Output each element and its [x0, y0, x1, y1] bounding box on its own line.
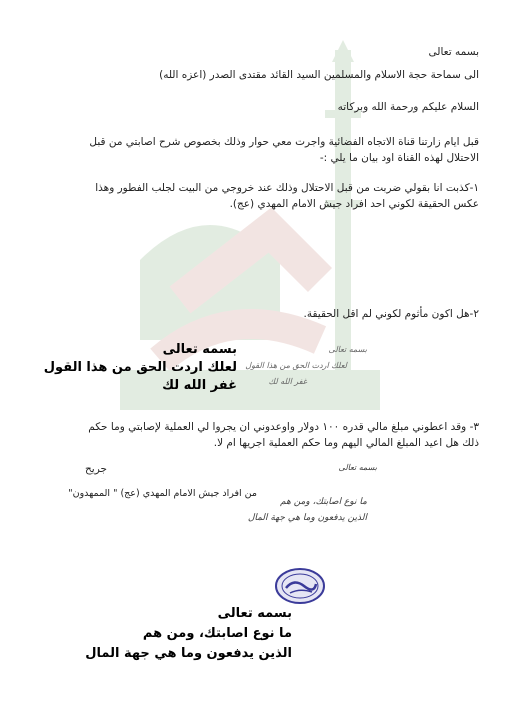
- reply-2-line-1: بسمه تعالى: [217, 606, 292, 621]
- handwritten-note-2-line-3: الذين يدفعون وما هي جهة المال: [247, 513, 367, 523]
- point-1-line-1: ١-كذبت انا بقولي ضربت من قبل الاحتلال وذلك عند خروجي من البيت لجلب الفطور وهذا: [95, 182, 479, 194]
- official-stamp-icon: [274, 566, 326, 606]
- reply-1-line-2: لعلك اردت الحق من هذا القول: [43, 360, 237, 375]
- point-3-line-1: ٣- وقد اعطوني مبلغ مالي قدره ١٠٠ دولار واوعدوني ان يجروا لي العملية لإصابتي وما حكم: [88, 421, 479, 433]
- handwritten-note-1-line-2: لعلك اردت الحق من هذا القول: [245, 361, 347, 370]
- reply-1-line-1: بسمه تعالى: [162, 342, 237, 357]
- handwritten-note-1-line-3: غفر الله لك: [268, 377, 307, 386]
- point-3-line-2: ذلك هل اعيد المبلغ المالي اليهم وما حكم العملية اجريها ام لا.: [213, 437, 479, 449]
- reply-1-line-3: غفر الله لك: [162, 378, 237, 393]
- signer-status: جريح: [85, 463, 107, 475]
- point-2: ٢-هل اكون مأثوم لكوني لم اقل الحقيقة.: [303, 308, 479, 320]
- signer-affiliation: من افراد جيش الامام المهدي (عج) " الممهدون": [68, 488, 257, 499]
- reply-2-line-3: الذين يدفعون وما هي جهة المال: [85, 646, 292, 661]
- handwritten-note-1-line-1: بسمه تعالى: [328, 345, 367, 354]
- intro-line-1: قبل ايام زارتنا قناة الاتجاه الفضائية واجرت معي حوار وذلك بخصوص شرح اصابتي من قبل: [89, 136, 479, 148]
- letter-addressee: الى سماحة حجة الاسلام والمسلمين السيد القائد مقتدى الصدر (اعزه الله): [159, 69, 479, 81]
- intro-line-2: الاحتلال لهذه القناة اود بيان ما يلي :-: [319, 152, 479, 164]
- letter-salutation: السلام عليكم ورحمة الله وبركاته: [337, 101, 479, 113]
- handwritten-note-2-line-1: بسمه تعالى: [338, 463, 377, 472]
- letter-heading: بسمه تعالى: [428, 46, 479, 58]
- handwritten-note-2-line-2: ما نوع اصابتك، ومن هم: [280, 497, 367, 507]
- reply-2-line-2: ما نوع اصابتك، ومن هم: [142, 626, 292, 641]
- point-1-line-2: عكس الحقيقة لكوني احد افراد جيش الامام المهدي (عج).: [229, 198, 479, 210]
